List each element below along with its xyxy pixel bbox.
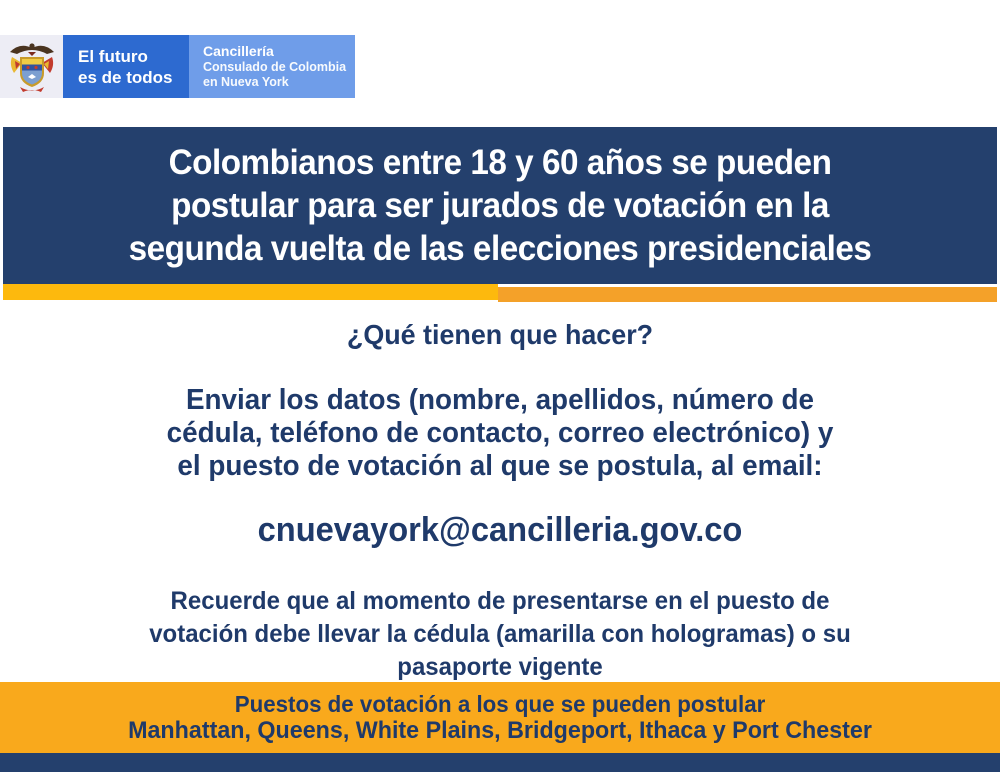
question-heading: ¿Qué tienen que hacer? (346, 319, 654, 350)
contact-email: cnuevayork@cancilleria.gov.co (257, 511, 743, 549)
org-name: Cancillería (203, 42, 274, 59)
reminder-line: pasaporte vigente (397, 653, 603, 681)
headline-line: Colombianos entre 18 y 60 años se pueden (168, 143, 832, 182)
motto-line: El futuro (78, 46, 148, 66)
headline-line: segunda vuelta de las elecciones presidenciales (128, 229, 872, 268)
reminder-line: votación debe llevar la cédula (amarilla con hologramas) o su (149, 620, 851, 648)
colombia-coat-of-arms-icon (0, 35, 63, 98)
consulate-identity (189, 35, 355, 98)
office-name-line: en Nueva York (203, 75, 289, 89)
instructions-paragraph (20, 384, 980, 483)
instructions-line: el puesto de votación al que se postula, al email: (177, 450, 823, 482)
reminder-paragraph (20, 585, 980, 684)
government-motto (63, 35, 189, 98)
reminder-line: Recuerde que al momento de presentarse en el puesto de (170, 587, 830, 615)
footer-navy-strip (0, 753, 1000, 772)
instructions-line: Enviar los datos (nombre, apellidos, número de (185, 384, 815, 416)
accent-stripe-yellow (3, 284, 498, 300)
polling-places-locations: Manhattan, Queens, White Plains, Bridgeport, Ithaca y Port Chester (128, 717, 872, 744)
polling-places-title: Puestos de votación a los que se pueden postular (234, 691, 766, 717)
instructions-line: cédula, teléfono de contacto, correo electrónico) y (166, 417, 834, 449)
headline-line: postular para ser jurados de votación en la (171, 186, 829, 225)
polling-places-band (0, 682, 1000, 753)
header-logo-bar (0, 35, 355, 98)
accent-stripe-orange (498, 287, 997, 302)
office-name-line: Consulado de Colombia (203, 59, 347, 74)
motto-line: es de todos (78, 67, 173, 87)
headline-banner (3, 127, 997, 284)
